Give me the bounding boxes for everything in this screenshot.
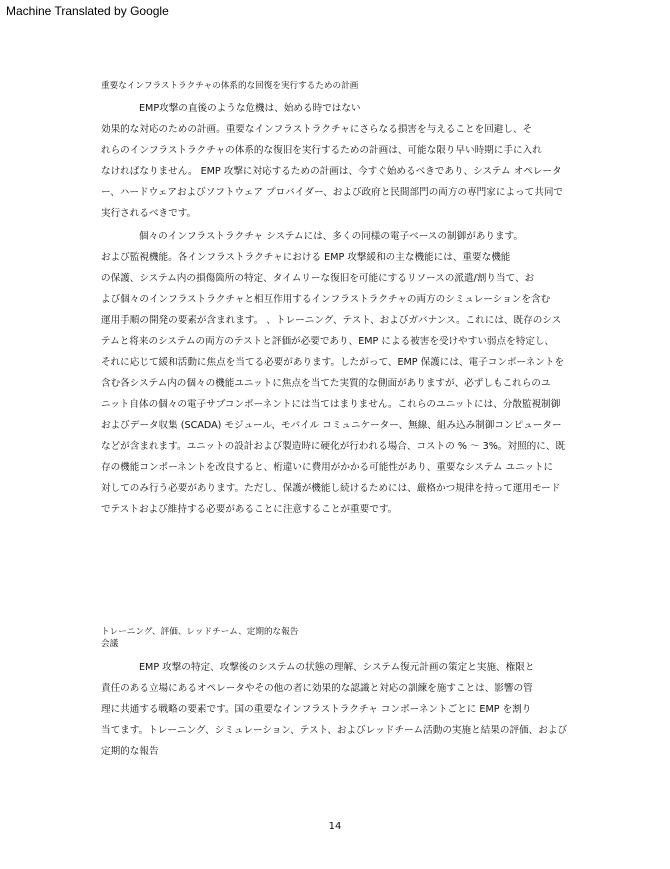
paragraph-planning: [101, 98, 581, 224]
text-line: EMP 攻撃の特定、攻撃後のシステムの状態の理解、システム復元計画の策定と実施、権限と: [139, 662, 535, 673]
text-line: 効果的な対応のための計画。重要なインフラストラクチャにさらなる損害を与えることを回避し、そ: [101, 124, 533, 135]
section-heading: トレーニング、評価、レッドチーム、定期的な報告: [101, 627, 299, 637]
text-line: 実行されるべきです。: [101, 208, 197, 219]
text-line: EMP攻撃の直後のような危機は、始める時ではない: [139, 103, 361, 114]
machine-translation-banner: Machine Translated by Google: [6, 4, 169, 18]
text-line: ニット自体の個々の電子サブコンポーネントには当てはまりません。これらのユニットには、分散監視制御: [101, 399, 561, 410]
text-line: 運用手順の開発の要素が含まれます。 、トレーニング、テスト、およびガバナンス。これには、既存のシス: [101, 315, 562, 326]
section-recovery-planning: [101, 80, 581, 92]
text-line: などが含まれます。ユニットの設計および製造時に硬化が行われる場合、コストの % ～ 3%。対照的に、既: [101, 441, 566, 452]
text-line: それに応じて緩和活動に焦点を当てる必要があります。したがって、EMP 保護には、電子コンポーネントを: [101, 357, 565, 368]
text-line: および監視機能。各インフラストラクチャにおける EMP 攻撃緩和の主な機能には、重要な機能: [101, 252, 511, 263]
paragraph-training: [101, 657, 581, 762]
section-heading-continued: 会議: [101, 639, 119, 649]
text-line: よび個々のインフラストラクチャと相互作用するインフラストラクチャの両方のシミュレーションを含む: [101, 294, 551, 305]
text-line: 責任のある立場にあるオペレータやその他の者に効果的な認識と対応の訓練を施すことは、影響の管: [101, 683, 533, 694]
paragraph-infrastructure-controls: [101, 226, 581, 520]
text-line: でテストおよび維持する必要があることに注意することが重要です。: [101, 504, 398, 515]
text-line: およびデータ収集 (SCADA) モジュール、モバイル コミュニケーター、無線、組み込み制御コンピューター: [101, 420, 562, 431]
text-line: テムと将来のシステムの両方のテストと評価が必要であり、EMP による被害を受けやすい弱点を特定し、: [101, 336, 555, 347]
text-line: なければなりません。 EMP 攻撃に対応するための計画は、今すぐ始めるべきであり、システム オペレータ: [101, 166, 562, 177]
text-line: 個々のインフラストラクチャ システムには、多くの同様の電子ベースの制御があります。: [139, 231, 524, 242]
page-number: 14: [328, 821, 342, 832]
text-line: の保護、システム内の損傷箇所の特定、タイムリーな復旧を可能にするリソースの派遣/割り当て、お: [101, 273, 535, 284]
section-heading: 重要なインフラストラクチャの体系的な回復を実行するための計画: [101, 81, 359, 91]
text-line: 理に共通する戦略の要素です。国の重要なインフラストラクチャ コンポーネントごとに EMP を割り: [101, 704, 532, 715]
text-line: 当てます。トレーニング、シミュレーション、テスト、およびレッドチーム活動の実施と結果の評価、および: [101, 725, 568, 736]
text-line: ー、ハードウェアおよびソフトウェア プロバイダー、および政府と民間部門の両方の専門家によって共同で: [101, 187, 564, 198]
text-line: れらのインフラストラクチャの体系的な復旧を実行するための計画は、可能な限り早い時期に手に入れ: [101, 145, 542, 156]
text-line: 存の機能コンポーネントを改良すると、桁違いに費用がかかる可能性があり、重要なシステム ユニットに: [101, 462, 554, 473]
text-line: 定期的な報告: [101, 746, 159, 757]
section-training: [101, 626, 581, 650]
text-line: 対してのみ行う必要があります。ただし、保護が機能し続けるためには、厳格かつ規律を持って運用モード: [101, 483, 561, 494]
text-line: 含む各システム内の個々の機能ユニットに焦点を当てた実質的な側面がありますが、必ずしもこれらのユ: [101, 378, 551, 389]
